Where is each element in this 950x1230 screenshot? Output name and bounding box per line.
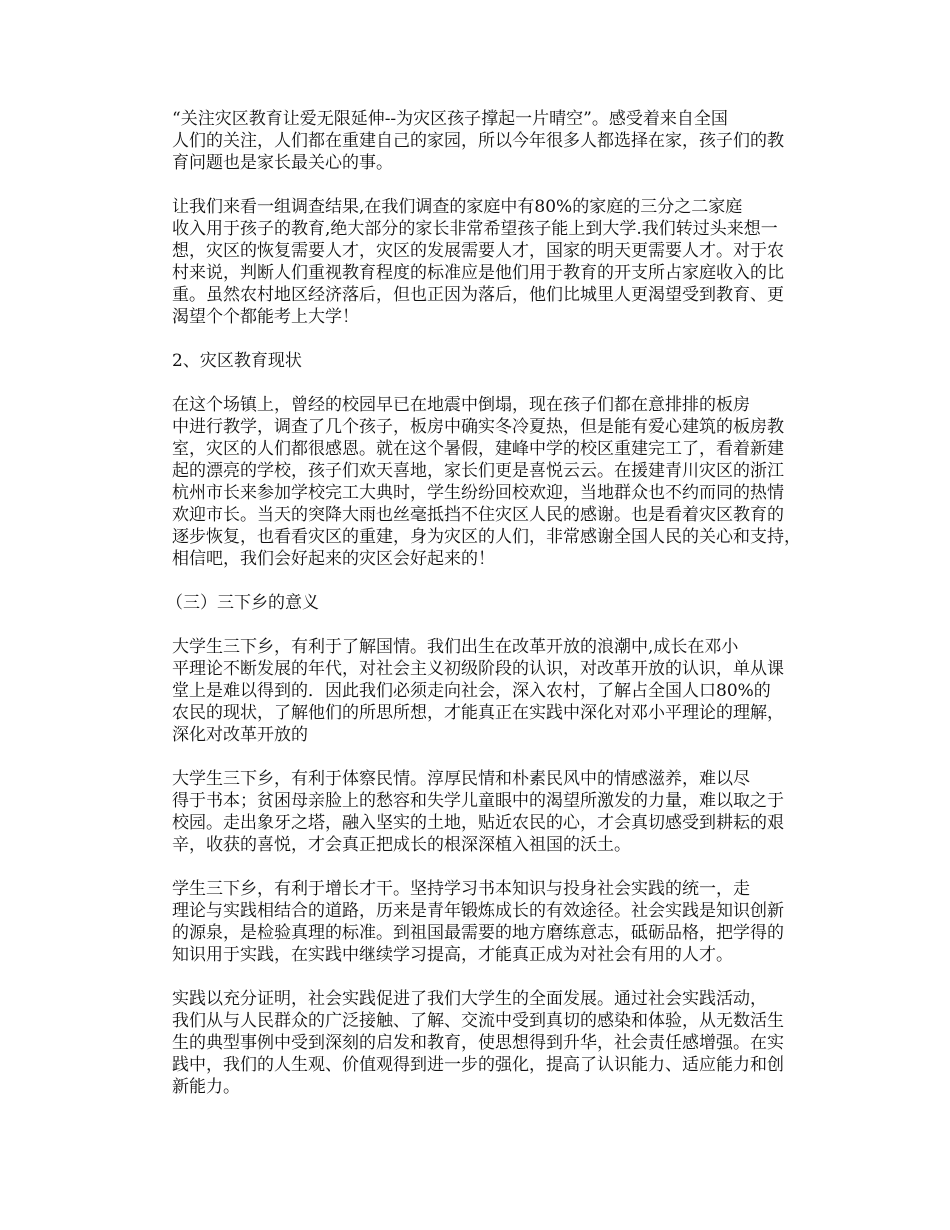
- text-line: 大学生三下乡，有利于了解国情。我们出生在改革开放的浪潮中,成长在邓小: [172, 637, 739, 657]
- text-line: 农民的现状，了解他们的所思所想，才能真正在实践中深化对邓小平理论的理解，: [172, 703, 784, 723]
- document-page: [138, 108, 822, 1120]
- text-line: 村来说，判断人们重视教育程度的标准应是他们用于教育的开支所占家庭收入的比: [172, 263, 784, 283]
- text-line: 重。虽然农村地区经济落后，但也正因为落后，他们比城里人更渴望受到教育、更: [172, 285, 784, 305]
- text-line: 新能力。: [172, 1077, 240, 1097]
- text-line: 育问题也是家长最关心的事。: [172, 153, 393, 173]
- paragraph-survey: [138, 196, 822, 328]
- text-line: 知识用于实践，在实践中继续学习提高，才能真正成为对社会有用的人才。: [172, 945, 733, 965]
- text-line: 人们的关注，人们都在重建自己的家园，所以今年很多人都选择在家，孩子们的教: [172, 131, 784, 151]
- paragraph-skills: [138, 878, 822, 966]
- text-line: 渴望个个都能考上大学！: [172, 307, 359, 327]
- text-line: 相信吧，我们会好起来的灾区会好起来的！: [172, 549, 495, 569]
- text-line: 学生三下乡，有利于增长才干。坚持学习书本知识与投身社会实践的统一，走: [172, 879, 750, 899]
- paragraph-conclusion: [138, 988, 822, 1098]
- paragraph-education-status: [138, 394, 822, 570]
- paragraph-intro: [138, 108, 822, 174]
- text-line: 平理论不断发展的年代，对社会主义初级阶段的认识，对改革开放的认识，单从课: [172, 659, 784, 679]
- section-heading-significance: （三）三下乡的意义: [166, 593, 319, 613]
- text-line: 让我们来看一组调查结果,在我们调查的家庭中有80%的家庭的三分之二家庭: [172, 197, 743, 217]
- text-line: 得于书本；贫困母亲脸上的愁容和失学儿童眼中的渴望所激发的力量，难以取之于: [172, 791, 784, 811]
- text-line: 辛，收获的喜悦，才会真正把成长的根深深植入祖国的沃土。: [172, 835, 631, 855]
- text-line: 大学生三下乡，有利于体察民情。淳厚民情和朴素民风中的情感滋养，难以尽: [172, 769, 750, 789]
- text-line: 逐步恢复，也看看灾区的重建，身为灾区的人们，非常感谢全国人民的关心和支持，: [172, 527, 801, 547]
- text-line: 欢迎市长。当天的突降大雨也丝毫抵挡不住灾区人民的感谢。也是看着灾区教育的: [172, 505, 784, 525]
- text-line: 我们从与人民群众的广泛接触、了解、交流中受到真切的感染和体验，从无数活生: [172, 1011, 784, 1031]
- text-line: 践中，我们的人生观、价值观得到进一步的强化，提高了认识能力、适应能力和创: [172, 1055, 784, 1075]
- text-line: 中进行教学，调查了几个孩子，板房中确实冬冷夏热，但是能有爱心建筑的板房教: [172, 417, 784, 437]
- text-line: 理论与实践相结合的道路，历来是青年锻炼成长的有效途径。社会实践是知识创新: [172, 901, 784, 921]
- text-line: 校园。走出象牙之塔，融入坚实的土地，贴近农民的心，才会真切感受到耕耘的艰: [172, 813, 784, 833]
- text-line: 深化对改革开放的: [172, 725, 308, 745]
- text-line: 起的漂亮的学校，孩子们欢天喜地，家长们更是喜悦云云。在援建青川灾区的浙江: [172, 461, 784, 481]
- text-line: 室，灾区的人们都很感恩。就在这个暑假，建峰中学的校区重建完工了，看着新建: [172, 439, 784, 459]
- text-line: 的源泉，是检验真理的标准。到祖国最需要的地方磨练意志，砥砺品格，把学得的: [172, 923, 784, 943]
- text-line: 堂上是难以得到的．因此我们必须走向社会，深入农村，了解占全国人口80%的: [172, 681, 771, 701]
- paragraph-public-sentiment: [138, 768, 822, 856]
- text-line: 想，灾区的恢复需要人才，灾区的发展需要人才，国家的明天更需要人才。对于农: [172, 241, 784, 261]
- text-line: 杭州市长来参加学校完工大典时，学生纷纷回校欢迎，当地群众也不约而同的热情: [172, 483, 784, 503]
- text-line: 实践以充分证明，社会实践促进了我们大学生的全面发展。通过社会实践活动，: [172, 989, 767, 1009]
- text-line: 在这个场镇上，曾经的校园早已在地震中倒塌，现在孩子们都在意排排的板房: [172, 395, 750, 415]
- section-heading-education-status: 2、灾区教育现状: [172, 351, 302, 371]
- text-line: 生的典型事例中受到深刻的启发和教育，使思想得到升华，社会责任感增强。在实: [172, 1033, 784, 1053]
- text-line: 收入用于孩子的教育,绝大部分的家长非常希望孩子能上到大学.我们转过头来想一: [172, 219, 778, 239]
- paragraph-national-conditions: [138, 636, 822, 746]
- text-line: “关注灾区教育让爱无限延伸--为灾区孩子撑起一片晴空”。感受着来自全国: [172, 109, 728, 129]
